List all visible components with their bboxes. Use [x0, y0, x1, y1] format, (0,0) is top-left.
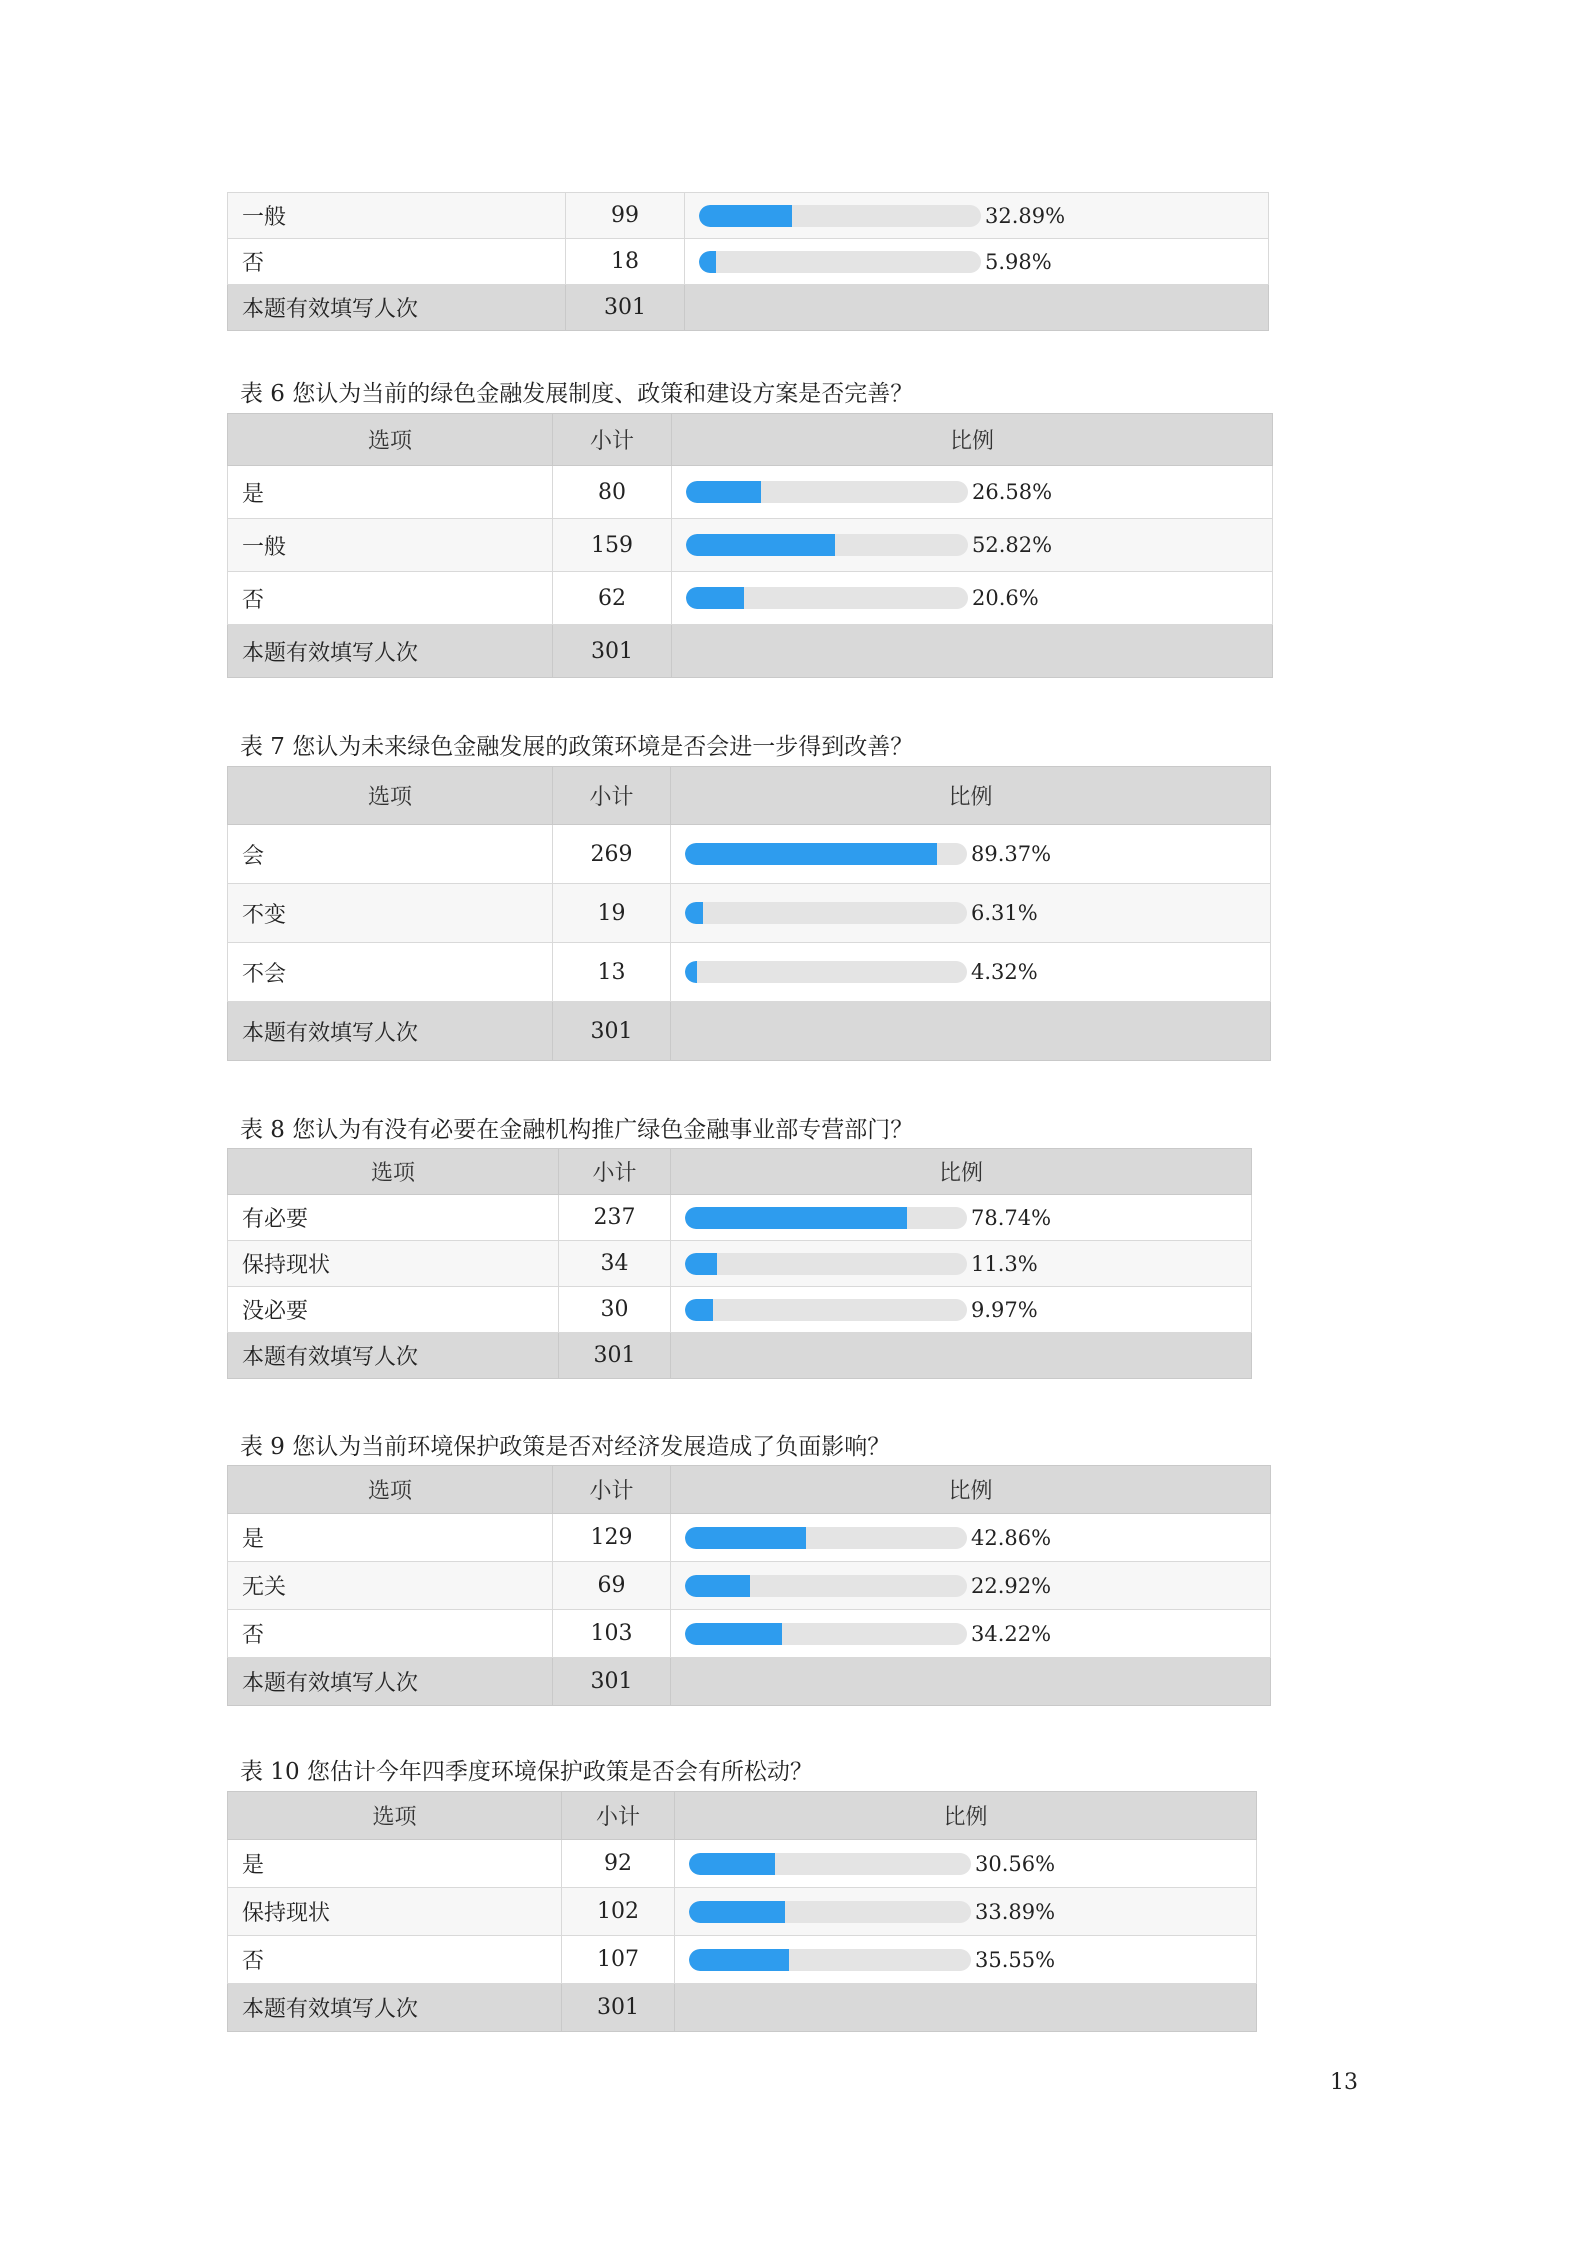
table-9: [227, 1465, 1271, 1706]
header-ratio: 比例: [672, 414, 1273, 466]
percent-label: 26.58%: [972, 480, 1053, 504]
progress-fill: [685, 902, 703, 924]
count-cell: 237: [559, 1195, 671, 1241]
table-row: [228, 572, 1273, 625]
progress-fill: [685, 1527, 806, 1549]
option-cell: 会: [228, 825, 553, 884]
table-row: [228, 1888, 1257, 1936]
table-caption: 表 8 您认为有没有必要在金融机构推广绿色金融事业部专营部门？: [240, 1117, 914, 1143]
header-option: 选项: [228, 1792, 562, 1840]
header-ratio: 比例: [671, 1149, 1252, 1195]
table-row: [228, 1610, 1271, 1658]
total-row: [228, 1658, 1271, 1706]
option-cell: 不会: [228, 943, 553, 1002]
total-empty-cell: [685, 285, 1269, 331]
percent-label: 34.22%: [971, 1621, 1052, 1646]
table-row: [228, 825, 1271, 884]
total-row: [228, 1002, 1271, 1061]
progress-fill: [685, 1575, 750, 1597]
table-row: [228, 884, 1271, 943]
progress-fill: [686, 587, 744, 609]
table-8: [227, 1148, 1252, 1379]
option-cell: 没必要: [228, 1287, 559, 1333]
percent-label: 78.74%: [971, 1205, 1052, 1230]
total-row: [228, 1333, 1252, 1379]
table-row: [228, 239, 1269, 285]
percent-label: 89.37%: [971, 842, 1052, 866]
percent-label: 52.82%: [972, 533, 1053, 557]
progress-fill: [686, 534, 835, 556]
table-row: [228, 1562, 1271, 1610]
ratio-cell: [671, 1195, 1252, 1241]
total-count: 301: [553, 1658, 671, 1706]
percent-label: 6.31%: [971, 901, 1038, 925]
ratio-cell: [671, 1562, 1271, 1610]
table-row: [228, 1514, 1271, 1562]
option-cell: 否: [228, 1610, 553, 1658]
option-cell: 否: [228, 1936, 562, 1984]
total-empty-cell: [675, 1984, 1257, 2032]
percent-label: 20.6%: [972, 586, 1039, 610]
progress-fill: [689, 1949, 789, 1971]
header-option: 选项: [228, 1466, 553, 1514]
progress-fill: [685, 1623, 782, 1645]
table-row: [228, 943, 1271, 1002]
table-caption: 表 10 您估计今年四季度环境保护政策是否会有所松动？: [240, 1759, 813, 1785]
progress-fill: [685, 1253, 717, 1275]
option-cell: 否: [228, 572, 553, 625]
table-row: [228, 1840, 1257, 1888]
option-cell: 不变: [228, 884, 553, 943]
total-row: [228, 285, 1269, 331]
percent-label: 30.56%: [975, 1851, 1056, 1876]
option-cell: 保持现状: [228, 1241, 559, 1287]
option-cell: 是: [228, 1514, 553, 1562]
ratio-cell: [685, 193, 1269, 239]
count-cell: 19: [553, 884, 671, 943]
percent-label: 32.89%: [985, 203, 1066, 228]
table-caption: 表 7 您认为未来绿色金融发展的政策环境是否会进一步得到改善？: [240, 734, 914, 760]
table-header: [228, 1149, 1252, 1195]
total-count: 301: [553, 1002, 671, 1061]
total-count: 301: [562, 1984, 675, 2032]
percent-label: 35.55%: [975, 1947, 1056, 1972]
total-empty-cell: [672, 625, 1273, 678]
progress-fill: [685, 843, 937, 865]
total-empty-cell: [671, 1333, 1252, 1379]
ratio-cell: [671, 1514, 1271, 1562]
table-row: [228, 193, 1269, 239]
header-count: 小计: [553, 767, 671, 825]
progress-fill: [699, 251, 716, 273]
count-cell: 99: [566, 193, 685, 239]
progress-bar: [689, 1901, 971, 1923]
progress-bar: [685, 1253, 967, 1275]
ratio-cell: [675, 1888, 1257, 1936]
ratio-cell: [671, 1610, 1271, 1658]
total-label: 本题有效填写人次: [228, 1658, 553, 1706]
table-row: [228, 466, 1273, 519]
total-label: 本题有效填写人次: [228, 285, 566, 331]
total-row: [228, 625, 1273, 678]
table-5: [227, 192, 1269, 331]
option-cell: 有必要: [228, 1195, 559, 1241]
count-cell: 103: [553, 1610, 671, 1658]
option-cell: 一般: [228, 193, 566, 239]
count-cell: 129: [553, 1514, 671, 1562]
count-cell: 13: [553, 943, 671, 1002]
count-cell: 18: [566, 239, 685, 285]
total-count: 301: [566, 285, 685, 331]
table-header: [228, 1792, 1257, 1840]
ratio-cell: [685, 239, 1269, 285]
count-cell: 80: [553, 466, 672, 519]
progress-bar: [686, 481, 968, 503]
ratio-cell: [671, 884, 1271, 943]
ratio-cell: [671, 1241, 1252, 1287]
progress-bar: [689, 1949, 971, 1971]
header-option: 选项: [228, 414, 553, 466]
total-row: [228, 1984, 1257, 2032]
progress-bar: [699, 251, 981, 273]
percent-label: 11.3%: [971, 1251, 1038, 1276]
progress-bar: [685, 1575, 967, 1597]
count-cell: 62: [553, 572, 672, 625]
progress-bar: [685, 1299, 967, 1321]
option-cell: 是: [228, 466, 553, 519]
option-cell: 无关: [228, 1562, 553, 1610]
count-cell: 102: [562, 1888, 675, 1936]
table-caption: 表 6 您认为当前的绿色金融发展制度、政策和建设方案是否完善？: [240, 381, 914, 407]
progress-fill: [685, 961, 697, 983]
percent-label: 9.97%: [971, 1297, 1038, 1322]
progress-fill: [685, 1299, 713, 1321]
header-count: 小计: [559, 1149, 671, 1195]
ratio-cell: [671, 1287, 1252, 1333]
progress-bar: [699, 205, 981, 227]
table-row: [228, 1287, 1252, 1333]
progress-bar: [689, 1853, 971, 1875]
progress-bar: [685, 843, 967, 865]
total-count: 301: [559, 1333, 671, 1379]
percent-label: 42.86%: [971, 1525, 1052, 1550]
ratio-cell: [672, 519, 1273, 572]
percent-label: 4.32%: [971, 960, 1038, 984]
progress-bar: [685, 961, 967, 983]
table-header: [228, 767, 1271, 825]
progress-bar: [685, 1207, 967, 1229]
header-count: 小计: [562, 1792, 675, 1840]
progress-fill: [689, 1853, 775, 1875]
header-ratio: 比例: [671, 767, 1271, 825]
progress-fill: [686, 481, 761, 503]
ratio-cell: [675, 1936, 1257, 1984]
percent-label: 33.89%: [975, 1899, 1056, 1924]
progress-fill: [685, 1207, 907, 1229]
count-cell: 159: [553, 519, 672, 572]
progress-bar: [686, 534, 968, 556]
progress-bar: [685, 1623, 967, 1645]
table-row: [228, 1195, 1252, 1241]
ratio-cell: [672, 572, 1273, 625]
count-cell: 107: [562, 1936, 675, 1984]
table-row: [228, 1241, 1252, 1287]
ratio-cell: [671, 825, 1271, 884]
table-10: [227, 1791, 1257, 2032]
header-count: 小计: [553, 414, 672, 466]
total-count: 301: [553, 625, 672, 678]
header-ratio: 比例: [671, 1466, 1271, 1514]
progress-fill: [699, 205, 792, 227]
count-cell: 30: [559, 1287, 671, 1333]
header-count: 小计: [553, 1466, 671, 1514]
total-label: 本题有效填写人次: [228, 1333, 559, 1379]
total-empty-cell: [671, 1002, 1271, 1061]
table-row: [228, 1936, 1257, 1984]
percent-label: 22.92%: [971, 1573, 1052, 1598]
header-option: 选项: [228, 1149, 559, 1195]
progress-bar: [685, 902, 967, 924]
table-row: [228, 519, 1273, 572]
ratio-cell: [671, 943, 1271, 1002]
option-cell: 否: [228, 239, 566, 285]
header-ratio: 比例: [675, 1792, 1257, 1840]
count-cell: 34: [559, 1241, 671, 1287]
table-header: [228, 414, 1273, 466]
total-label: 本题有效填写人次: [228, 1002, 553, 1061]
header-option: 选项: [228, 767, 553, 825]
table-caption: 表 9 您认为当前环境保护政策是否对经济发展造成了负面影响？: [240, 1434, 891, 1460]
option-cell: 保持现状: [228, 1888, 562, 1936]
total-empty-cell: [671, 1658, 1271, 1706]
count-cell: 69: [553, 1562, 671, 1610]
total-label: 本题有效填写人次: [228, 625, 553, 678]
option-cell: 一般: [228, 519, 553, 572]
progress-bar: [686, 587, 968, 609]
table-header: [228, 1466, 1271, 1514]
progress-fill: [689, 1901, 785, 1923]
count-cell: 269: [553, 825, 671, 884]
page-number: 13: [1330, 2070, 1358, 2095]
ratio-cell: [672, 466, 1273, 519]
ratio-cell: [675, 1840, 1257, 1888]
percent-label: 5.98%: [985, 249, 1052, 274]
table-6: [227, 413, 1273, 678]
option-cell: 是: [228, 1840, 562, 1888]
progress-bar: [685, 1527, 967, 1549]
table-7: [227, 766, 1271, 1061]
count-cell: 92: [562, 1840, 675, 1888]
total-label: 本题有效填写人次: [228, 1984, 562, 2032]
